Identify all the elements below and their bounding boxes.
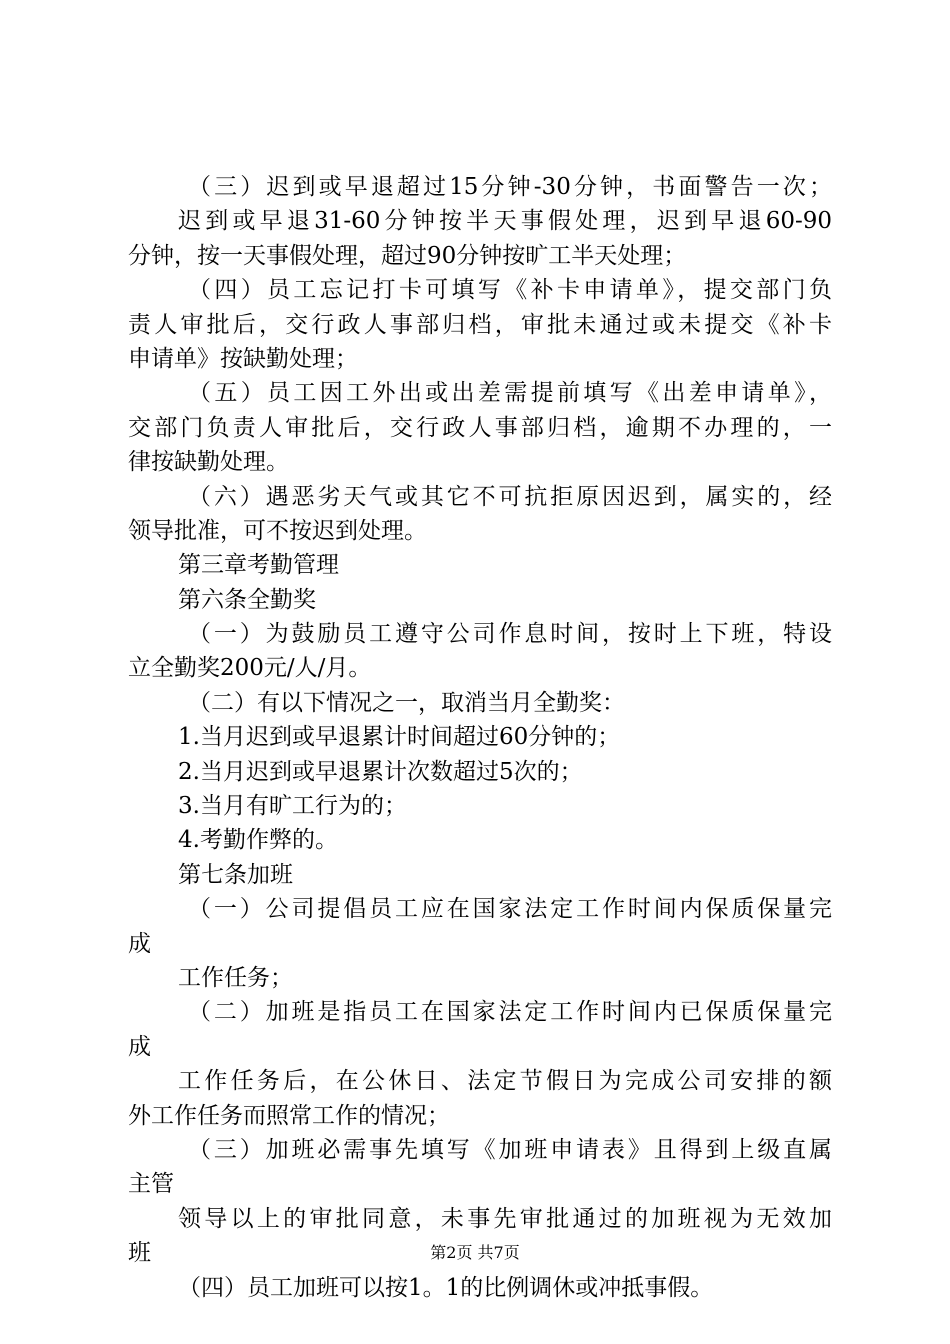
paragraph-line: （二）加班是指员工在国家法定工作时间内已保质保量完 xyxy=(188,999,832,1026)
page-number-footer: 第2页 共7页 xyxy=(430,1243,520,1262)
paragraph-line: 迟到或早退31-60分钟按半天事假处理，迟到早退60-90 xyxy=(178,208,832,235)
paragraph-line: 外工作任务而照常工作的情况； xyxy=(128,1102,450,1129)
paragraph-line: 成 xyxy=(128,930,151,957)
paragraph-line: （五）员工因工外出或出差需提前填写《出差申请单》， xyxy=(188,380,832,407)
paragraph-line: 申请单》按缺勤处理； xyxy=(128,345,358,372)
paragraph-line: 工作任务； xyxy=(178,964,293,991)
paragraph-line: （一）公司提倡员工应在国家法定工作时间内保质保量完 xyxy=(188,896,832,923)
paragraph-line: 工作任务后，在公休日、法定节假日为完成公司安排的额 xyxy=(178,1068,832,1095)
list-item: 2.当月迟到或早退累计次数超过5次的； xyxy=(178,758,583,785)
paragraph-line: （一）为鼓励员工遵守公司作息时间，按时上下班，特设 xyxy=(188,621,832,648)
document-body xyxy=(128,170,832,1305)
paragraph-line: （四）员工加班可以按1。1的比例调休或冲抵事假。 xyxy=(178,1274,714,1301)
paragraph-line: 律按缺勤处理。 xyxy=(128,449,289,476)
paragraph-line: 责人审批后，交行政人事部归档，审批未通过或未提交《补卡 xyxy=(128,311,832,338)
paragraph-line: （三）迟到或早退超过15分钟-30分钟，书面警告一次； xyxy=(188,174,832,200)
paragraph-line: 主管 xyxy=(128,1171,174,1198)
chapter-heading: 第三章考勤管理 xyxy=(178,552,339,579)
article-heading: 第七条加班 xyxy=(178,861,293,888)
paragraph-line: （四）员工忘记打卡可填写《补卡申请单》，提交部门负 xyxy=(188,277,832,304)
paragraph-line: （三）加班必需事先填写《加班申请表》且得到上级直属 xyxy=(188,1136,832,1163)
paragraph-line: 班 xyxy=(128,1240,151,1267)
paragraph-line: 分钟，按一天事假处理，超过90分钟按旷工半天处理； xyxy=(128,242,687,269)
paragraph-line: （二）有以下情况之一，取消当月全勤奖： xyxy=(188,689,625,716)
list-item: 1.当月迟到或早退累计时间超过60分钟的； xyxy=(178,724,621,751)
paragraph-line: （六）遇恶劣天气或其它不可抗拒原因迟到，属实的，经 xyxy=(188,483,832,510)
paragraph-line: 领导以上的审批同意，未事先审批通过的加班视为无效加 xyxy=(178,1205,832,1232)
list-item: 3.当月有旷工行为的； xyxy=(178,793,407,820)
paragraph-line: 立全勤奖200元/人/月。 xyxy=(128,655,372,682)
list-item: 4.考勤作弊的。 xyxy=(178,827,338,854)
paragraph-line: 成 xyxy=(128,1033,151,1060)
paragraph-line: 领导批准，可不按迟到处理。 xyxy=(128,517,427,544)
article-heading: 第六条全勤奖 xyxy=(178,586,316,613)
paragraph-line: 交部门负责人审批后，交行政人事部归档，逾期不办理的，一 xyxy=(128,414,832,441)
